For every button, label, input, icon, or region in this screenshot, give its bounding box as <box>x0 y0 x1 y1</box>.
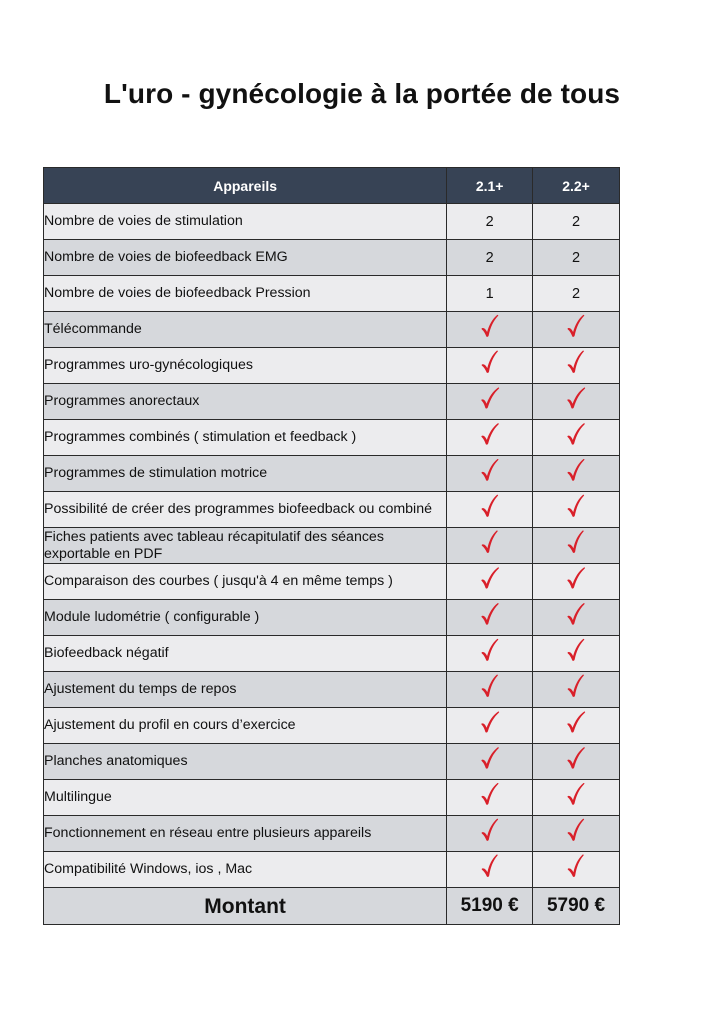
check-mark-icon <box>566 530 586 554</box>
check-mark-icon <box>480 602 500 626</box>
value-2-2 <box>533 492 620 528</box>
feature-label: Fiches patients avec tableau récapitulatif des séances exportable en PDF <box>44 528 447 564</box>
total-label: Montant <box>44 888 447 925</box>
table-row <box>44 672 620 708</box>
value-2-2 <box>533 312 620 348</box>
check-mark-icon <box>480 638 500 662</box>
check-mark-icon <box>566 350 586 374</box>
check-mark-icon <box>480 746 500 770</box>
value-2-1 <box>447 744 533 780</box>
value-2-2 <box>533 852 620 888</box>
check-mark-icon <box>480 782 500 806</box>
feature-label: Programmes de stimulation motrice <box>44 456 447 492</box>
table-row <box>44 240 620 276</box>
table-row <box>44 456 620 492</box>
price-2-2: 5790 € <box>533 888 620 925</box>
table-row <box>44 636 620 672</box>
value-2-1 <box>447 708 533 744</box>
check-mark-icon <box>566 782 586 806</box>
value-2-1 <box>447 780 533 816</box>
check-mark-icon <box>480 350 500 374</box>
value-2-2 <box>533 528 620 564</box>
check-mark-icon <box>566 494 586 518</box>
feature-label: Ajustement du profil en cours d’exercice <box>44 708 447 744</box>
table-row <box>44 528 620 564</box>
table-row <box>44 708 620 744</box>
header-model-2-2: 2.2+ <box>533 168 620 204</box>
check-mark-icon <box>566 746 586 770</box>
value-2-2 <box>533 600 620 636</box>
check-mark-icon <box>566 386 586 410</box>
value-2-1: 1 <box>447 276 533 312</box>
check-mark-icon <box>566 710 586 734</box>
check-mark-icon <box>566 674 586 698</box>
value-2-2 <box>533 816 620 852</box>
value-2-1 <box>447 384 533 420</box>
feature-label: Télécommande <box>44 312 447 348</box>
header-appareils: Appareils <box>44 168 447 204</box>
value-2-1 <box>447 816 533 852</box>
table-row <box>44 852 620 888</box>
value-2-1 <box>447 420 533 456</box>
comparison-table <box>43 167 620 925</box>
table-header-row <box>44 168 620 204</box>
check-mark-icon <box>480 710 500 734</box>
feature-label: Programmes anorectaux <box>44 384 447 420</box>
value-2-1 <box>447 528 533 564</box>
table-body <box>44 204 620 925</box>
value-2-2 <box>533 384 620 420</box>
check-mark-icon <box>566 638 586 662</box>
check-mark-icon <box>566 854 586 878</box>
table-row <box>44 348 620 384</box>
feature-label: Fonctionnement en réseau entre plusieurs appareils <box>44 816 447 852</box>
check-mark-icon <box>566 602 586 626</box>
check-mark-icon <box>566 818 586 842</box>
feature-label: Module ludométrie ( configurable ) <box>44 600 447 636</box>
check-mark-icon <box>566 422 586 446</box>
value-2-2 <box>533 456 620 492</box>
value-2-2 <box>533 708 620 744</box>
value-2-1 <box>447 312 533 348</box>
value-2-2: 2 <box>533 240 620 276</box>
value-2-2 <box>533 780 620 816</box>
table-row <box>44 312 620 348</box>
check-mark-icon <box>480 422 500 446</box>
value-2-1 <box>447 348 533 384</box>
value-2-1 <box>447 456 533 492</box>
table-row <box>44 420 620 456</box>
check-mark-icon <box>480 458 500 482</box>
check-mark-icon <box>480 386 500 410</box>
check-mark-icon <box>480 854 500 878</box>
table-row <box>44 780 620 816</box>
check-mark-icon <box>480 530 500 554</box>
value-2-1 <box>447 672 533 708</box>
feature-label: Multilingue <box>44 780 447 816</box>
check-mark-icon <box>480 494 500 518</box>
value-2-2 <box>533 564 620 600</box>
feature-label: Possibilité de créer des programmes biofeedback ou combiné <box>44 492 447 528</box>
table-row <box>44 492 620 528</box>
feature-label: Ajustement du temps de repos <box>44 672 447 708</box>
check-mark-icon <box>480 674 500 698</box>
value-2-1 <box>447 636 533 672</box>
value-2-2: 2 <box>533 276 620 312</box>
table-row <box>44 204 620 240</box>
value-2-2 <box>533 420 620 456</box>
table-row <box>44 744 620 780</box>
table-row <box>44 816 620 852</box>
check-mark-icon <box>566 566 586 590</box>
feature-label: Nombre de voies de biofeedback Pression <box>44 276 447 312</box>
table-row <box>44 564 620 600</box>
value-2-1 <box>447 852 533 888</box>
value-2-2: 2 <box>533 204 620 240</box>
check-mark-icon <box>480 818 500 842</box>
value-2-1: 2 <box>447 240 533 276</box>
table-row <box>44 600 620 636</box>
feature-label: Nombre de voies de biofeedback EMG <box>44 240 447 276</box>
value-2-1: 2 <box>447 204 533 240</box>
check-mark-icon <box>480 566 500 590</box>
feature-label: Programmes combinés ( stimulation et feedback ) <box>44 420 447 456</box>
check-mark-icon <box>566 458 586 482</box>
feature-label: Compatibilité Windows, ios , Mac <box>44 852 447 888</box>
value-2-1 <box>447 600 533 636</box>
value-2-1 <box>447 564 533 600</box>
table-row <box>44 276 620 312</box>
total-row <box>44 888 620 925</box>
feature-label: Biofeedback négatif <box>44 636 447 672</box>
feature-label: Nombre de voies de stimulation <box>44 204 447 240</box>
value-2-2 <box>533 744 620 780</box>
table-row <box>44 384 620 420</box>
feature-label: Programmes uro-gynécologiques <box>44 348 447 384</box>
value-2-2 <box>533 636 620 672</box>
price-2-1: 5190 € <box>447 888 533 925</box>
feature-label: Comparaison des courbes ( jusqu'à 4 en même temps ) <box>44 564 447 600</box>
value-2-1 <box>447 492 533 528</box>
header-model-2-1: 2.1+ <box>447 168 533 204</box>
value-2-2 <box>533 672 620 708</box>
page-title: L'uro - gynécologie à la portée de tous <box>103 78 621 109</box>
value-2-2 <box>533 348 620 384</box>
feature-label: Planches anatomiques <box>44 744 447 780</box>
check-mark-icon <box>566 314 586 338</box>
check-mark-icon <box>480 314 500 338</box>
